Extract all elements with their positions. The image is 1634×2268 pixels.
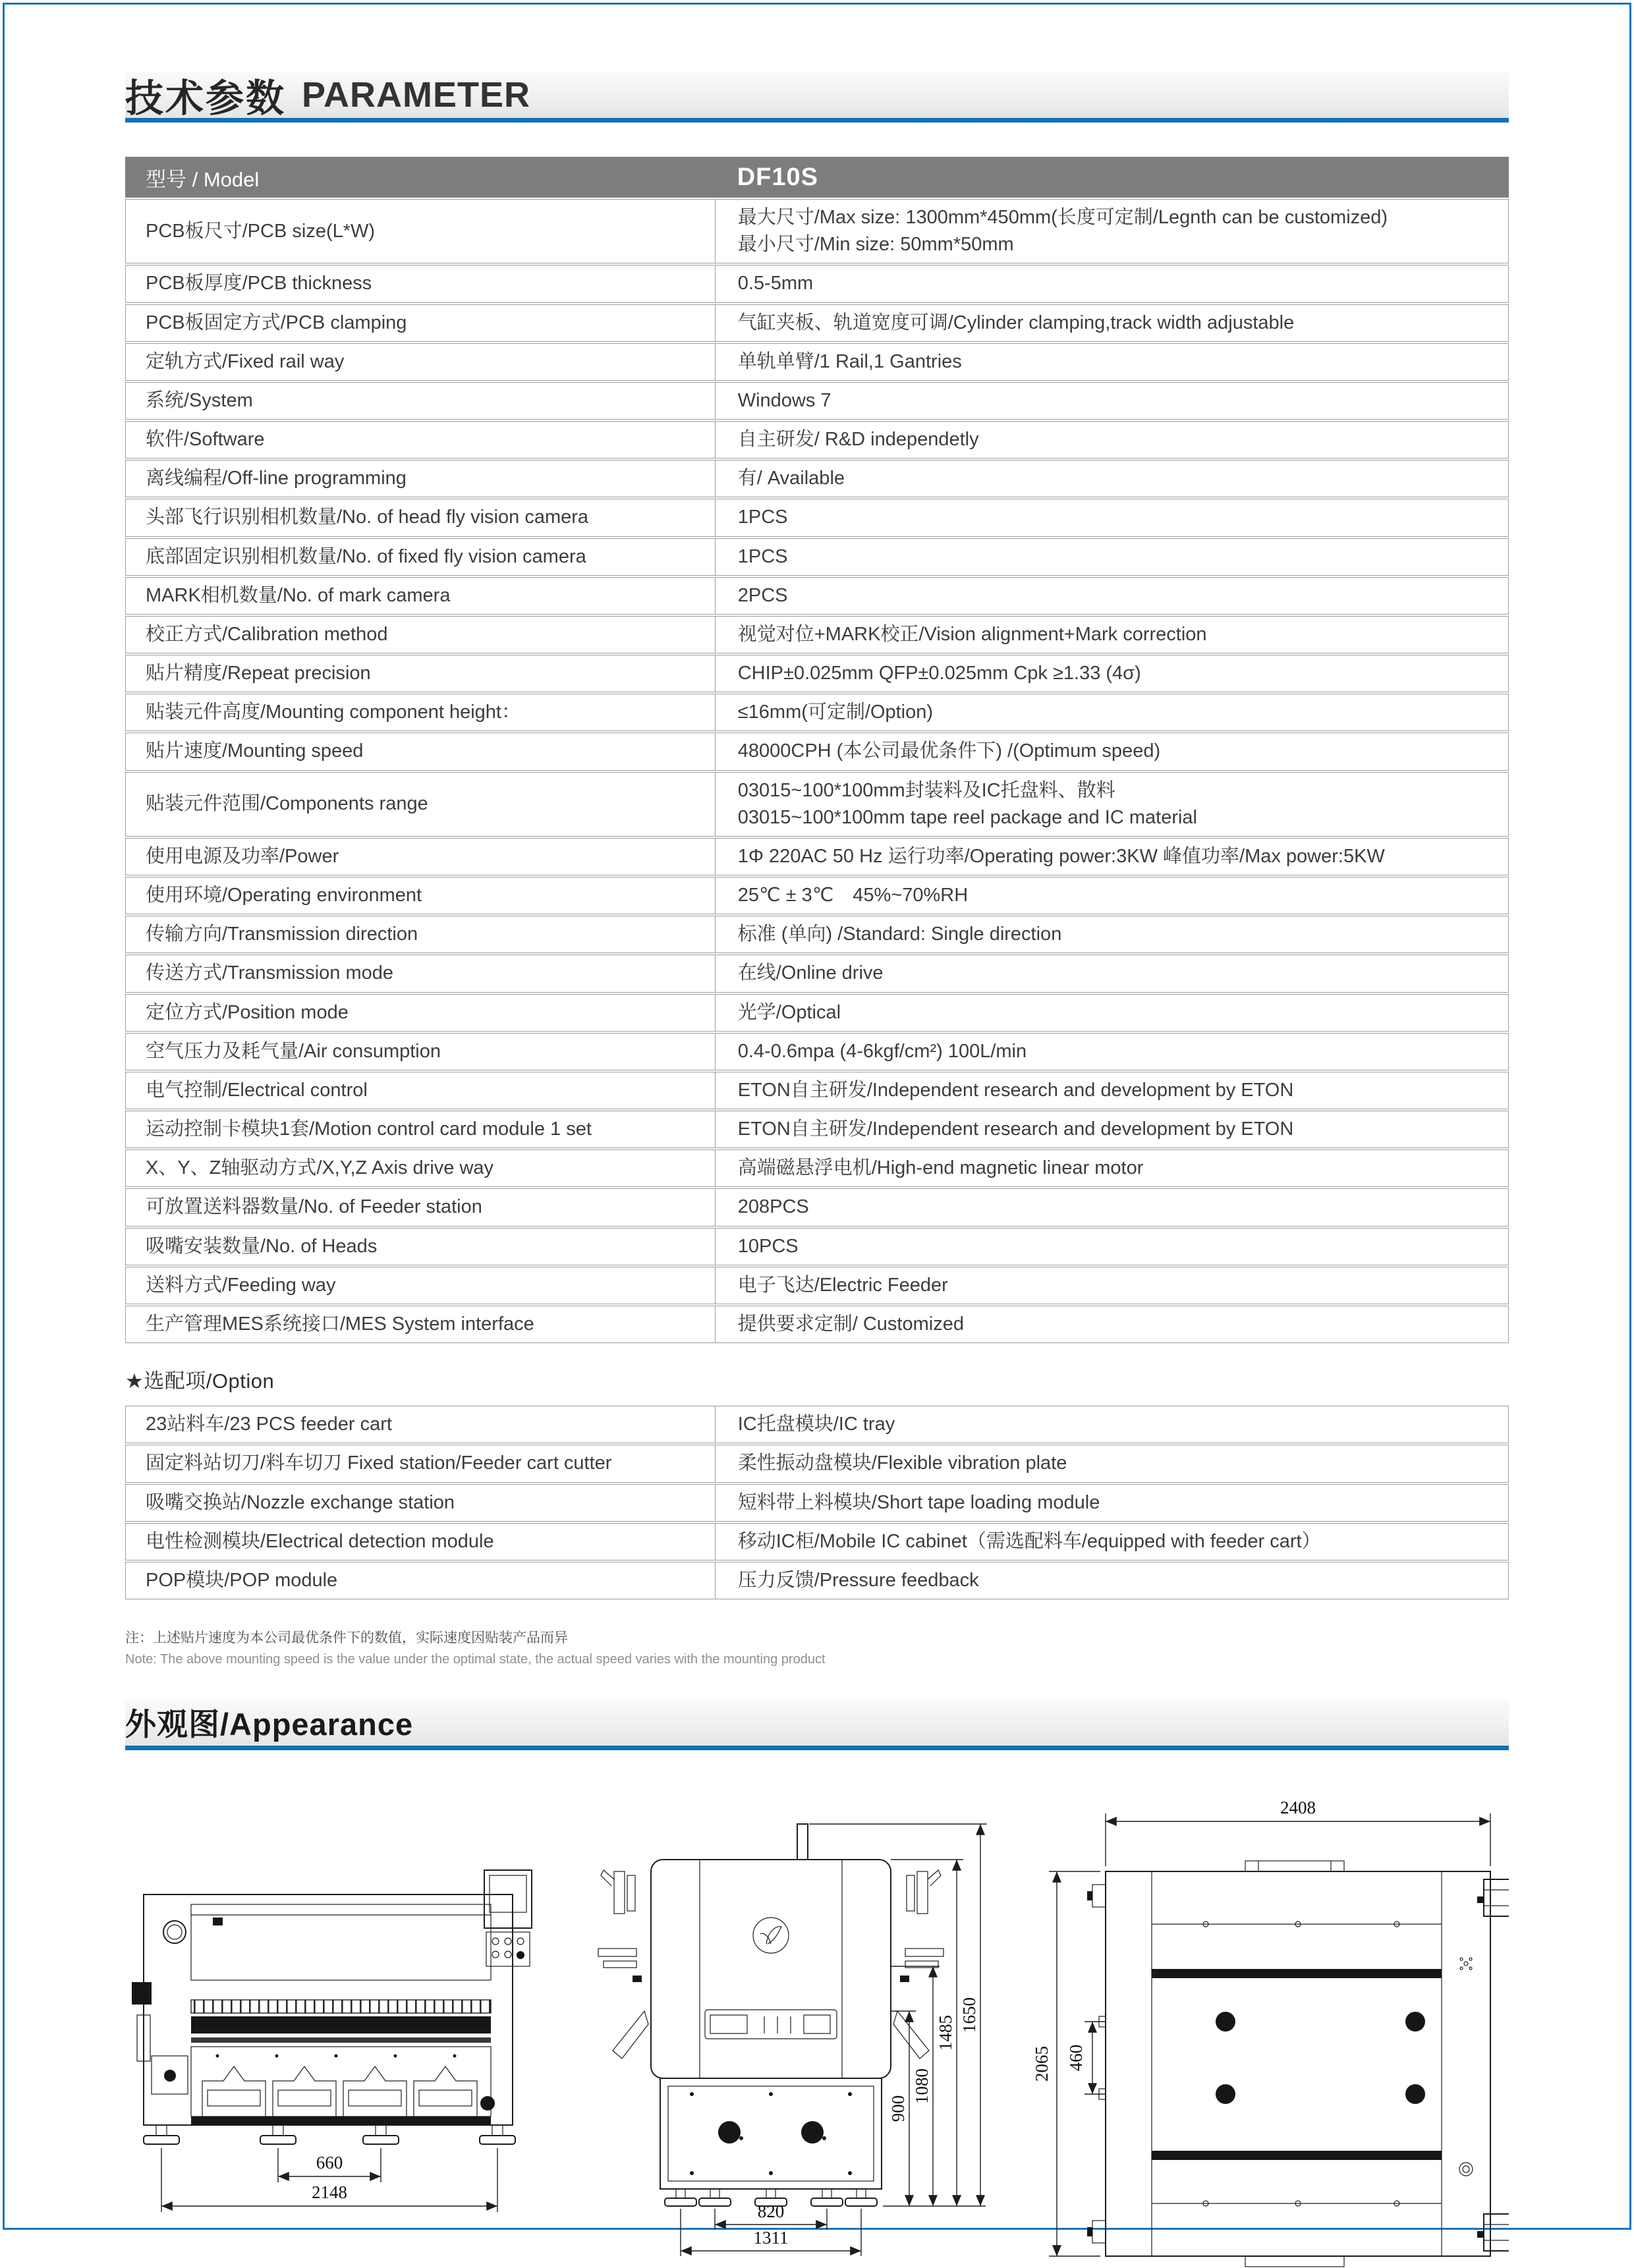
front-dimensions — [161, 2148, 497, 2212]
spec-row-value: 1Φ 220AC 50 Hz 运行功率/Operating power:3KW 峰值功率/Max power:5KW — [715, 839, 1508, 875]
spec-row-value: 电子飞达/Electric Feeder — [715, 1267, 1508, 1304]
note-en: Note: The above mounting speed is the value under the optimal state, the actual speed varies with the mounting product — [125, 1652, 826, 1667]
spec-row-label: 使用电源及功率/Power — [146, 845, 339, 867]
spec-row — [125, 199, 1509, 263]
side-view-drawing — [540, 1813, 1001, 2268]
dim-660: 660 — [316, 2153, 343, 2173]
spec-row-label: 贴装元件高度/Mounting component height： — [146, 702, 521, 723]
spec-row — [125, 265, 1509, 302]
spec-row-label: 底部固定识别相机数量/No. of fixed fly vision camera — [146, 545, 586, 567]
side-machine-outline — [598, 1824, 944, 2206]
spec-row-value: 在线/Online drive — [715, 955, 1508, 991]
footnotes — [125, 1627, 1509, 1667]
spec-row — [125, 421, 1509, 458]
spec-table-body — [125, 199, 1509, 1343]
option-table — [125, 1406, 1509, 1599]
spec-row-label: PCB板固定方式/PCB clamping — [146, 312, 407, 333]
spec-row-value: 48000CPH (本公司最优条件下) /(Optimum speed) — [715, 733, 1508, 769]
spec-row-label: 贴片速度/Mounting speed — [146, 740, 364, 762]
spec-row-value: 单轨单臂/1 Rail,1 Gantries — [715, 344, 1508, 380]
appearance-drawings — [125, 1787, 1509, 2268]
spec-row-label: 校正方式/Calibration method — [146, 623, 388, 645]
dim-900: 900 — [888, 2095, 908, 2122]
spec-table-header-row — [125, 157, 1509, 198]
spec-row-value: 03015~100*100mm封装料及IC托盘料、散料 03015~100*100mm tape reel package and IC material — [715, 773, 1508, 836]
spec-row — [125, 1111, 1509, 1148]
spec-row-label: 吸嘴安装数量/No. of Heads — [146, 1235, 378, 1257]
option-row-right: 柔性振动盘模块/Flexible vibration plate — [715, 1445, 1508, 1481]
spec-row-value: ETON自主研发/Independent research and development by ETON — [715, 1072, 1508, 1109]
spec-row — [125, 304, 1509, 342]
spec-row — [125, 994, 1509, 1032]
spec-row-label: 生产管理MES系统接口/MES System interface — [146, 1313, 534, 1335]
spec-row-label: PCB板尺寸/PCB size(L*W) — [146, 220, 376, 242]
dim-1080: 1080 — [912, 2068, 932, 2105]
parameter-title-en: PARAMETER — [302, 74, 531, 115]
spec-row — [125, 460, 1509, 497]
spec-row-label: 头部飞行识别相机数量/No. of head fly vision camera — [146, 507, 589, 528]
spec-row-label: 传送方式/Transmission mode — [146, 962, 394, 984]
model-label: 型号 / Model — [146, 167, 260, 191]
parameter-section-header — [125, 71, 1509, 123]
spec-row — [125, 1072, 1509, 1109]
dim-2148: 2148 — [312, 2182, 347, 2203]
spec-row-label: PCB板厚度/PCB thickness — [146, 273, 372, 294]
front-machine-outline — [132, 1870, 532, 2144]
dim-1650: 1650 — [959, 1997, 979, 2033]
spec-row-value: 208PCS — [715, 1189, 1508, 1225]
spec-row-label: 定位方式/Position mode — [146, 1001, 349, 1023]
spec-row-label: 送料方式/Feeding way — [146, 1274, 336, 1296]
dim-460: 460 — [1066, 2044, 1086, 2072]
option-row — [125, 1406, 1509, 1443]
note-zh: 注：上述贴片速度为本公司最优条件下的数值，实际速度因贴装产品而异 — [125, 1630, 568, 1646]
spec-row — [125, 1267, 1509, 1304]
appearance-section-header — [125, 1699, 1509, 1750]
spec-row — [125, 616, 1509, 653]
spec-row-value: 标准 (单向) /Standard: Single direction — [715, 916, 1508, 953]
spec-row-label: MARK相机数量/No. of mark camera — [146, 584, 451, 606]
spec-row-label: 运动控制卡模块1套/Motion control card module 1 set — [146, 1119, 592, 1140]
spec-row-value: 高端磁悬浮电机/High-end magnetic linear motor — [715, 1150, 1508, 1186]
side-dimensions — [681, 1824, 987, 2256]
spec-table — [125, 157, 1509, 1343]
spec-row — [125, 916, 1509, 953]
spec-row — [125, 382, 1509, 420]
spec-row-value: 25℃ ± 3℃ 45%~70%RH — [715, 877, 1508, 914]
spec-row — [125, 1149, 1509, 1187]
spec-row-value: 1PCS — [715, 499, 1508, 536]
option-section-title: ★选配项/Option — [125, 1369, 275, 1393]
spec-row-value: 0.5-5mm — [715, 265, 1508, 302]
dim-1311: 1311 — [753, 2228, 789, 2248]
spec-row — [125, 1228, 1509, 1265]
dim-2065: 2065 — [1032, 2046, 1052, 2082]
front-view-drawing — [125, 1858, 534, 2227]
spec-row — [125, 838, 1509, 875]
spec-row — [125, 1033, 1509, 1070]
spec-row-value: 2PCS — [715, 578, 1508, 614]
spec-row-value: Windows 7 — [715, 383, 1508, 419]
option-row-right: 短料带上料模块/Short tape loading module — [715, 1485, 1508, 1521]
spec-row — [125, 954, 1509, 992]
spec-row-label: 离线编程/Off-line programming — [146, 468, 407, 489]
spec-row-label: 可放置送料器数量/No. of Feeder station — [146, 1196, 482, 1218]
appearance-title: 外观图/Appearance — [125, 1707, 414, 1742]
spec-row — [125, 1188, 1509, 1226]
option-row-left: POP模块/POP module — [146, 1569, 338, 1591]
datasheet-page — [125, 0, 1509, 2268]
spec-row — [125, 577, 1509, 615]
spec-row-label: 电气控制/Electrical control — [146, 1079, 368, 1101]
spec-row — [125, 1306, 1509, 1343]
spec-row-label: 贴装元件范围/Components range — [146, 793, 428, 815]
spec-row-value: 有/ Available — [715, 460, 1508, 497]
option-row-right: 移动IC柜/Mobile IC cabinet（需选配料车/equipped with feeder cart） — [715, 1524, 1508, 1560]
option-row-right: 压力反馈/Pressure feedback — [715, 1563, 1508, 1599]
spec-row-value: 光学/Optical — [715, 995, 1508, 1031]
option-row-right: IC托盘模块/IC tray — [715, 1406, 1508, 1443]
spec-row-label: 贴片精度/Repeat precision — [146, 663, 371, 684]
dim-1485: 1485 — [936, 2015, 955, 2051]
spec-row-value: 1PCS — [715, 539, 1508, 575]
spec-row-label: 系统/System — [146, 389, 253, 411]
spec-row — [125, 499, 1509, 536]
spec-row-value: 0.4-0.6mpa (4-6kgf/cm²) 100L/min — [715, 1034, 1508, 1070]
spec-row-value: CHIP±0.025mm QFP±0.025mm Cpk ≥1.33 (4σ) — [715, 655, 1508, 692]
top-machine-outline — [1087, 1861, 1509, 2267]
option-row-left: 固定料站切刀/料车切刀 Fixed station/Feeder cart cutter — [146, 1452, 612, 1474]
spec-row-label: X、Y、Z轴驱动方式/X,Y,Z Axis drive way — [146, 1157, 494, 1179]
spec-row — [125, 538, 1509, 576]
spec-row-label: 软件/Software — [146, 429, 265, 451]
spec-row — [125, 772, 1509, 837]
spec-row-label: 使用环境/Operating environment — [146, 885, 422, 906]
front-feet — [144, 2125, 515, 2144]
spec-row-label: 定轨方式/Fixed rail way — [146, 350, 345, 372]
option-row-left: 电性检测模块/Electrical detection module — [146, 1530, 494, 1552]
option-row — [125, 1523, 1509, 1561]
option-row — [125, 1445, 1509, 1482]
dim-2408: 2408 — [1280, 1798, 1316, 1818]
parameter-title-zh: 技术参数 — [125, 76, 287, 120]
spec-row — [125, 733, 1509, 770]
option-row-left: 吸嘴交换站/Nozzle exchange station — [146, 1491, 455, 1513]
option-row-left: 23站料车/23 PCS feeder cart — [146, 1414, 392, 1435]
spec-row — [125, 877, 1509, 914]
spec-row-value: ≤16mm(可定制/Option) — [715, 694, 1508, 731]
spec-row-value: 自主研发/ R&D independetly — [715, 422, 1508, 458]
option-row — [125, 1562, 1509, 1599]
spec-row-label: 空气压力及耗气量/Air consumption — [146, 1040, 441, 1062]
spec-row-value: 视觉对位+MARK校正/Vision alignment+Mark correction — [715, 617, 1508, 653]
spec-row — [125, 655, 1509, 692]
spec-row — [125, 343, 1509, 381]
dim-820: 820 — [757, 2201, 785, 2222]
spec-row-value: 气缸夹板、轨道宽度可调/Cylinder clamping,track width adjustable — [715, 305, 1508, 341]
option-row — [125, 1484, 1509, 1522]
spec-row-value: 提供要求定制/ Customized — [715, 1306, 1508, 1342]
spec-row-value: 最大尺寸/Max size: 1300mm*450mm(长度可定制/Legnth can be customized) 最小尺寸/Min size: 50mm*50mm — [715, 200, 1508, 263]
spec-row-value: ETON自主研发/Independent research and development by ETON — [715, 1111, 1508, 1148]
spec-row-value: 10PCS — [715, 1229, 1508, 1265]
top-view-drawing — [1008, 1787, 1509, 2268]
spec-row-label: 传输方向/Transmission direction — [146, 924, 418, 945]
spec-row — [125, 694, 1509, 731]
model-value: DF10S — [737, 163, 819, 191]
